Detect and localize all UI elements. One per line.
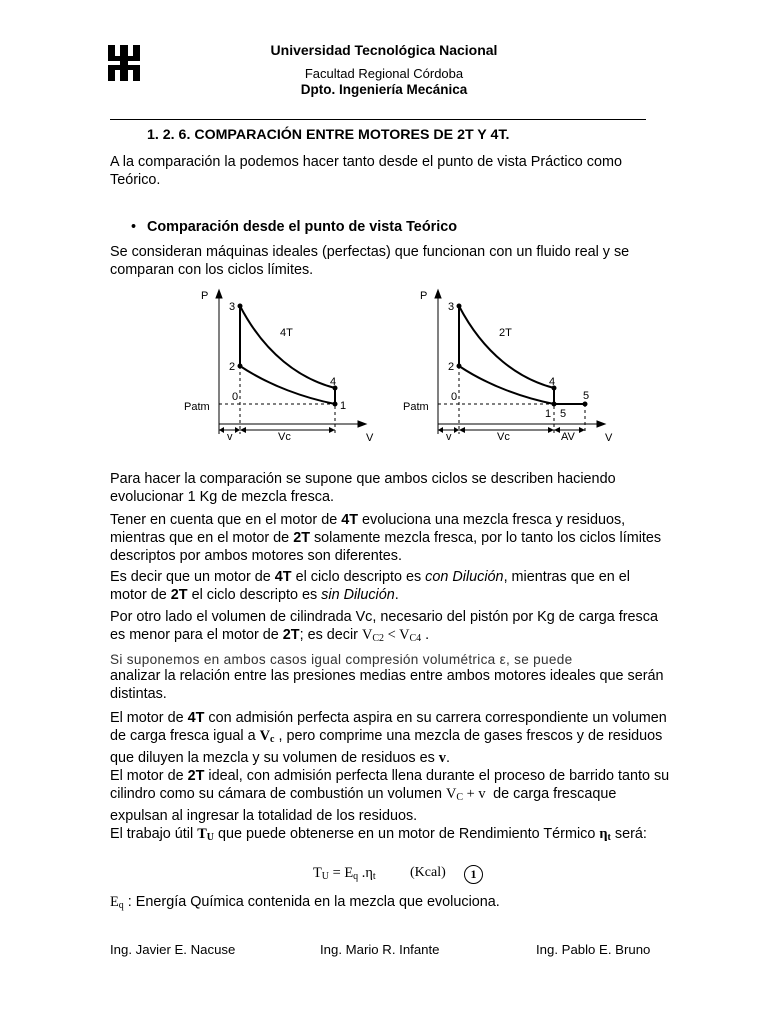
equation: $T_U = E_q$ $.\eta_t$ [313, 865, 376, 882]
dilucion-paragraph: Es decir que un motor de 4T el ciclo descripto es con Dilución, mientras que en el motor de 2T el ciclo descripto es sin Dilución. [110, 569, 630, 603]
axis-p-label: P [420, 290, 428, 302]
suponemos-paragraph: analizar la relación entre las presiones medias entre ambos motores ideales que serán distintas. [110, 668, 664, 702]
point-label: 3 [448, 301, 455, 313]
point-label: 3 [229, 301, 236, 313]
volumen-paragraph: Por otro lado el volumen de cilindrada Vc, necesario del pistón por Kg de carga fresca es menor para el motor de 2T; es decir $V_{C2} < V_{C4}$ . [110, 609, 658, 644]
dim-label: AV [561, 431, 575, 443]
suponemos-line: Si suponemos en ambos casos igual compresión volumétrica ε, se puede [110, 652, 573, 667]
point-label: 2 [448, 361, 455, 373]
utn-logo [106, 43, 142, 83]
faculty-name: Facultad Regional Córdoba [304, 66, 464, 81]
cycle-label: 4T [280, 327, 293, 339]
section-title: 1. 2. 6. COMPARACIÓN ENTRE MOTORES DE 2T Y 4T. [147, 127, 510, 143]
equation-unit: (Kcal) [410, 865, 446, 880]
point-label: 5 [560, 408, 567, 420]
patm-label: Patm [403, 401, 429, 413]
footer-author-3: Ing. Pablo E. Bruno [536, 942, 651, 957]
university-name: Universidad Tecnológica Nacional [270, 42, 498, 58]
motor-4t-paragraph: El motor de 4T con admisión perfecta aspira en su carrera correspondiente un volumen de carga fresca igual a $V_c$ , pero comprime una mezcla de gases frescos y de residuos que diluyen la mezcla y su volumen de residuos es v. [110, 710, 667, 766]
energia-paragraph: $E_q$ : Energía Química contenida en la mezcla que evoluciona. [110, 894, 500, 911]
cycle-label: 2T [499, 327, 512, 339]
point-label: 1 [340, 400, 347, 412]
footer-author-2: Ing. Mario R. Infante [320, 942, 440, 957]
point-label: 0 [232, 391, 239, 403]
pv-diagram-2t [399, 284, 619, 449]
axis-v-label: V [605, 432, 613, 444]
point-label: 4 [330, 376, 337, 388]
pv-diagram-4t [180, 284, 380, 449]
point-label: 0 [451, 391, 458, 403]
axis-p-label: P [201, 290, 209, 302]
bullet-heading: Comparación desde el punto de vista Teórico [147, 219, 457, 235]
dim-label: Vc [278, 431, 291, 443]
tener-paragraph: Tener en cuenta que en el motor de 4T evoluciona una mezcla fresca y residuos, mientras que en el motor de 2T solamente mezcla fresca, por lo tanto los ciclos límites descriptos por ambos motores son diferentes. [110, 512, 662, 564]
dim-label: v [446, 431, 452, 443]
dim-label: Vc [497, 431, 510, 443]
motor-2t-paragraph: El motor de 2T ideal, con admisión perfecta llena durante el proceso de barrido tanto su cilindro como su cámara de combustión un volumen $V_C + v$ de carga frescaque expulsan al ingresar la totalidad de los residuos. [110, 768, 670, 824]
point-label: 5 [583, 390, 590, 402]
trabajo-paragraph: El trabajo útil $T_U$ que puede obtenerse en un motor de Rendimiento Térmico $\eta_t$ será: [110, 826, 647, 843]
bullet-icon: • [131, 219, 137, 235]
axis-v-label: V [366, 432, 374, 444]
patm-label: Patm [184, 401, 210, 413]
equation-number: 1 [464, 865, 483, 884]
footer-author-1: Ing. Javier E. Nacuse [110, 942, 236, 957]
intro-paragraph: A la comparación la podemos hacer tanto desde el punto de vista Práctico como Teórico. [110, 154, 622, 188]
header-divider [110, 119, 646, 120]
point-label: 4 [549, 376, 556, 388]
point-label: 2 [229, 361, 236, 373]
ideal-paragraph: Se consideran máquinas ideales (perfectas) que funcionan con un fluido real y se comparan con los ciclos límites. [110, 244, 630, 278]
department-name: Dpto. Ingeniería Mecánica [300, 82, 468, 97]
compare-paragraph: Para hacer la comparación se supone que ambos ciclos se describen haciendo evolucionar 1 Kg de mezcla fresca. [110, 471, 616, 505]
dim-label: v [227, 431, 233, 443]
point-label: 1 [545, 408, 552, 420]
